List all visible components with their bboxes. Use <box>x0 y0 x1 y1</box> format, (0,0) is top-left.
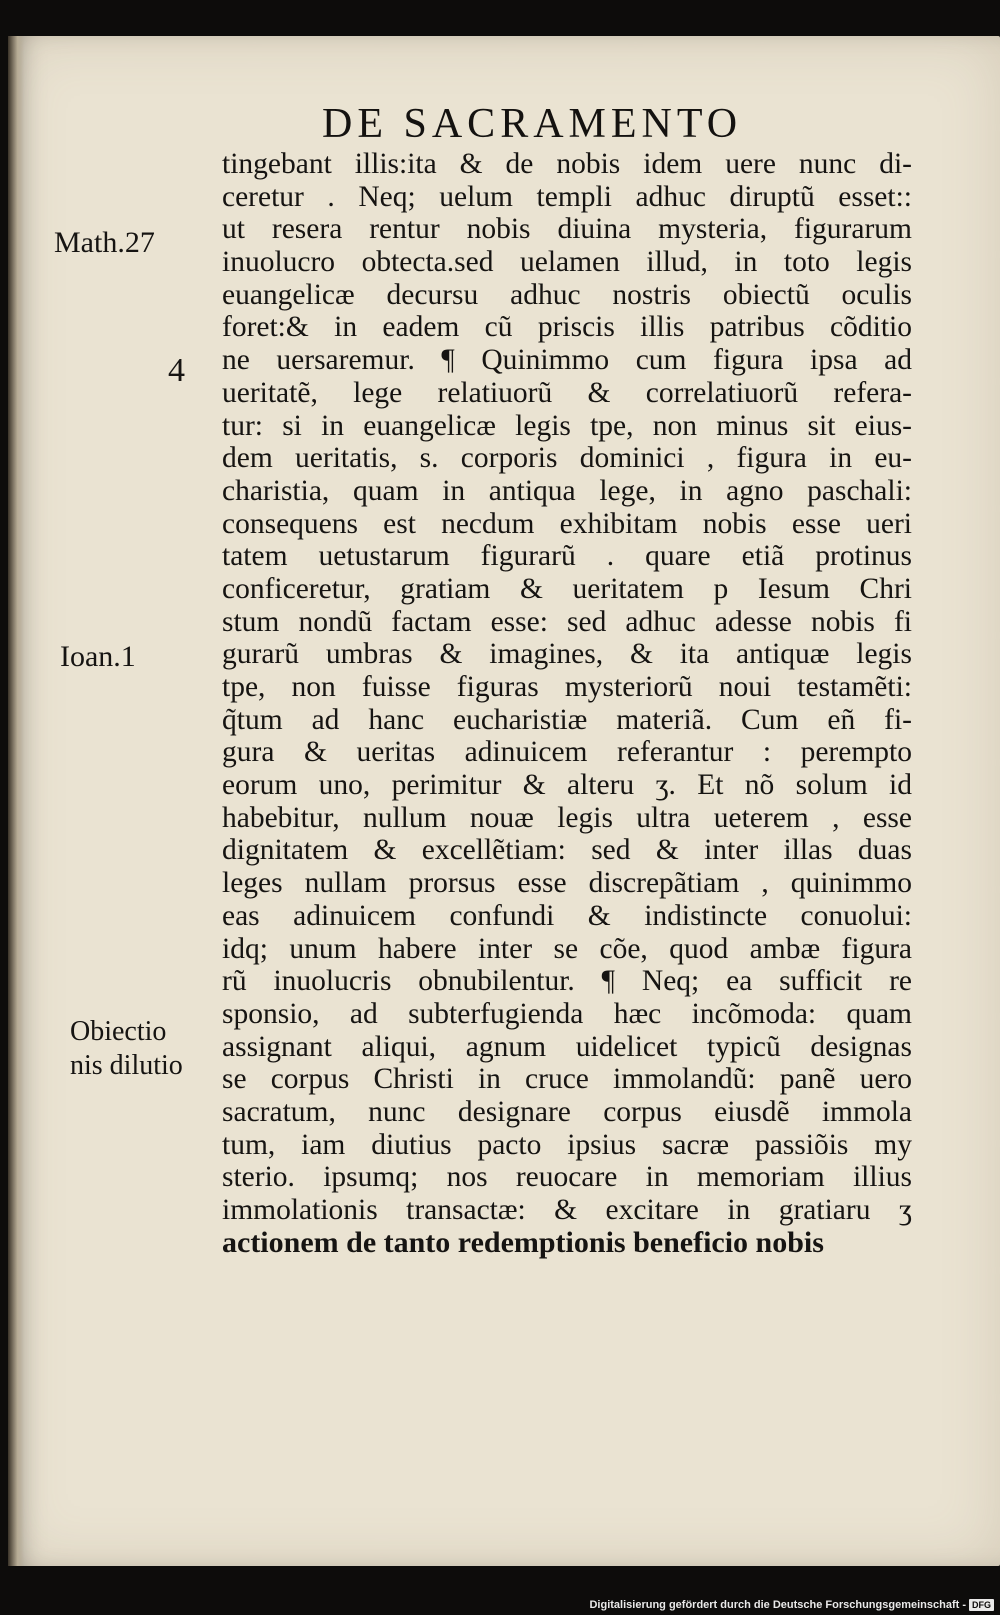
page-binding-shadow <box>8 36 24 1566</box>
margin-note-number: 4 <box>168 352 185 389</box>
text-line: ne uersaremur. ¶ Quinimmo cum figura ipsa ad <box>222 344 912 377</box>
margin-note-obiectio-1: Obiectio <box>70 1016 167 1047</box>
text-line: assignant aliqui, agnum uidelicet typicũ designas <box>222 1030 912 1063</box>
text-line: idq; unum habere inter se cõe, quod ambæ figura <box>222 932 912 965</box>
text-line: eorum uno, perimitur & alteru ʒ. Et nõ solum id <box>222 769 912 802</box>
text-line: leges nullam prorsus esse discrepãtiam , quinimmo <box>222 867 912 900</box>
margin-note-ioan: Ioan.1 <box>60 640 136 673</box>
margin-note-math: Math.27 <box>54 226 155 259</box>
margin-note-obiectio-2: nis dilutio <box>70 1050 183 1081</box>
page-body-text <box>222 148 912 1259</box>
text-line: immolationis transactæ: & excitare in gratiaru ʒ <box>222 1194 912 1226</box>
text-line: gura & ueritas adinuicem referantur : perempto <box>222 736 912 769</box>
text-line: eas adinuicem confundi & indistincte conuolui: <box>222 899 912 932</box>
text-line: tpe, non fuisse figuras mysteriorũ noui testamẽti: <box>222 671 912 703</box>
text-line: foret:& in eadem cũ priscis illis patribus cõditio <box>222 311 912 344</box>
text-line: habebitur, nullum nouæ legis ultra ueterem , esse <box>222 801 912 834</box>
text-line: sterio. ipsumq; nos reuocare in memoriam illius <box>222 1161 912 1194</box>
text-line: conficeretur, gratiam & ueritatem p Iesum Chri <box>222 572 912 605</box>
text-line: rũ inuolucris obnubilentur. ¶ Neq; ea sufficit re <box>222 965 912 998</box>
text-line: stum nondũ factam esse: sed adhuc adesse nobis fi <box>222 605 912 638</box>
text-line: consequens est necdum exhibitam nobis esse ueri <box>222 507 912 540</box>
text-line: tingebant illis:ita & de nobis idem uere nunc di- <box>222 148 912 180</box>
text-line: dem ueritatis, s. corporis dominici , figura in eu- <box>222 442 912 475</box>
text-line: tur: si in euangelicæ legis tpe, non minus sit eius- <box>222 409 912 442</box>
text-line: ut resera rentur nobis diuina mysteria, figurarum <box>222 213 912 246</box>
digitization-footer <box>589 1599 994 1611</box>
text-line: sacratum, nunc designare corpus eiusdẽ immola <box>222 1095 912 1128</box>
text-line: inuolucro obtecta.sed uelamen illud, in toto legis <box>222 246 912 279</box>
text-line: sponsio, ad subterfugienda hæc incõmoda: quam <box>222 997 912 1030</box>
text-line: dignitatem & excellẽtiam: sed & inter illas duas <box>222 834 912 867</box>
text-line: se corpus Christi in cruce immolandũ: panẽ uero <box>222 1063 912 1096</box>
footer-credit: Digitalisierung gefördert durch die Deutsche Forschungsgemeinschaft - <box>589 1599 966 1611</box>
text-line: charistia, quam in antiqua lege, in agno paschali: <box>222 474 912 507</box>
text-line: gurarũ umbras & imagines, & ita antiquæ legis <box>222 638 912 671</box>
text-line: actionem de tanto redemptionis beneficio nobis <box>222 1226 824 1259</box>
text-line: q̃tum ad hanc eucharistiæ materiã. Cum eñ fi- <box>222 703 912 736</box>
text-line: tum, iam diutius pacto ipsius sacræ passiõis my <box>222 1128 912 1161</box>
text-line: ceretur . Neq; uelum templi adhuc diruptũ esset:: <box>222 180 912 213</box>
running-header: DE SACRAMENTO <box>322 101 743 147</box>
text-line: euangelicæ decursu adhuc nostris obiectũ oculis <box>222 278 912 311</box>
text-line: ueritatẽ, lege relatiuorũ & correlatiuorũ refera- <box>222 376 912 409</box>
text-line: tatem uetustarum figurarũ . quare etiã protinus <box>222 540 912 573</box>
dfg-logo-icon: DFG <box>969 1599 994 1611</box>
